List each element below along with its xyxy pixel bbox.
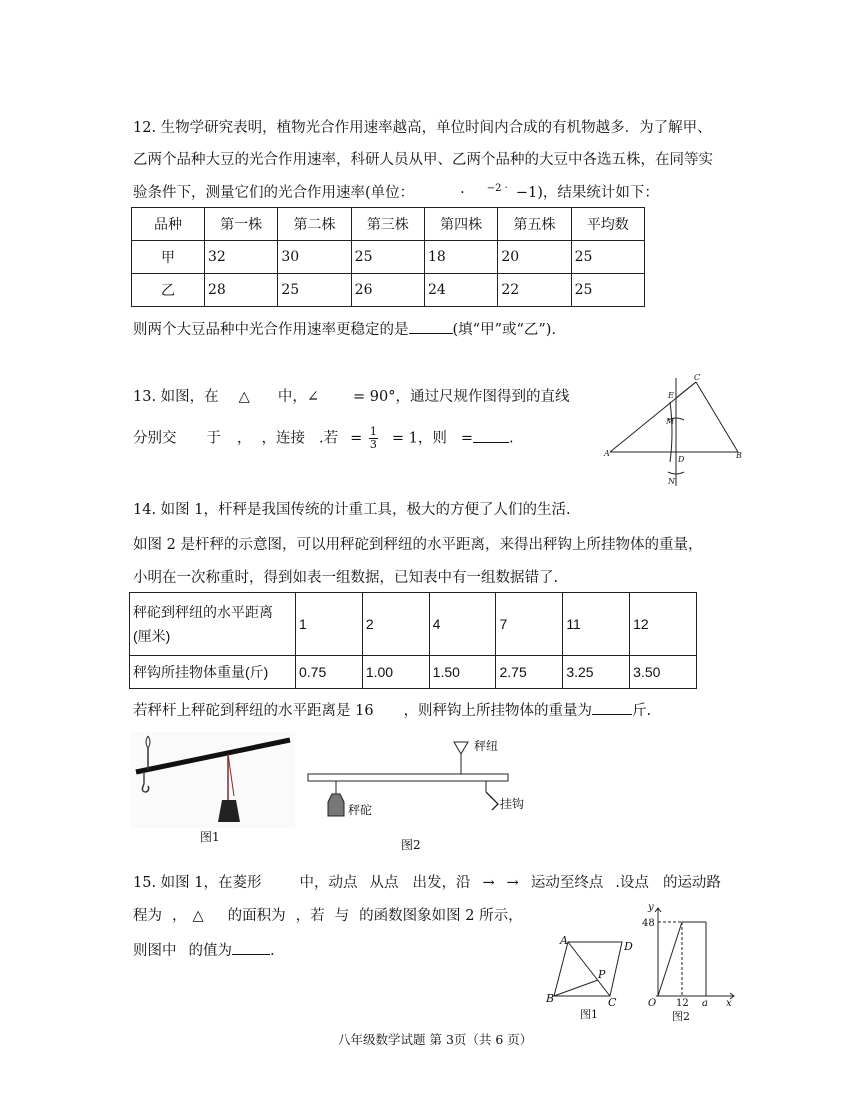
table-cell: 25 <box>278 274 351 307</box>
q15-text: . <box>270 943 275 959</box>
q12-unit-tail: −1)，结果统计如下： <box>515 185 659 201</box>
q15-line3 <box>133 939 275 960</box>
q12-table <box>131 207 645 307</box>
table-header-cell: 第三株 <box>351 208 424 241</box>
q14-text: 斤. <box>632 703 652 719</box>
q12-unit-exp1: −2 · <box>486 183 508 195</box>
q13-text: . <box>509 430 514 447</box>
triangle-symbol: △ <box>238 389 250 405</box>
q12-line3 <box>133 181 659 202</box>
table-header-cell: 品种 <box>132 208 205 241</box>
suspension-loop-icon <box>454 742 468 754</box>
q15-text: ， <box>172 908 187 924</box>
label-gou: 挂钩 <box>500 797 525 811</box>
label-e: E <box>668 391 674 400</box>
q14-fig1-caption: 图1 <box>200 830 220 844</box>
q14-fig2-schematic <box>302 738 542 822</box>
fig1-caption: 图1 <box>580 1008 598 1021</box>
table-cell: 22 <box>498 274 571 307</box>
table-cell: 25 <box>571 241 644 274</box>
table-cell: 乙 <box>132 274 205 307</box>
triangle-symbol: △ <box>192 908 204 924</box>
table-header-cell: 第五株 <box>498 208 571 241</box>
table-cell: 25 <box>571 274 644 307</box>
table-cell: 11 <box>563 593 630 656</box>
q15-text: 中，动点 <box>299 875 358 891</box>
table-cell: 1.00 <box>362 656 429 689</box>
q13-line2 <box>133 426 514 451</box>
table-cell: 1 <box>296 593 363 656</box>
table-row <box>130 593 697 656</box>
q15-text: 运动至终点 <box>530 875 604 891</box>
fraction-denominator: 3 <box>369 438 377 451</box>
table-row-label <box>130 593 296 656</box>
q14-line1: 14. 如图 1，杆秤是我国传统的计重工具，极大的方便了人们的生活. <box>133 502 571 518</box>
label-n: N <box>668 477 675 486</box>
table-cell: 甲 <box>132 241 205 274</box>
q13-answer-blank[interactable] <box>473 428 509 443</box>
segment-bp <box>554 980 598 996</box>
table-row <box>132 274 645 307</box>
label-m: M <box>666 417 675 426</box>
arrow: → <box>482 875 495 891</box>
q15-text: 的面积为 <box>227 908 286 924</box>
segment-ec <box>676 382 696 398</box>
q12-answer-hint: (填“甲”或“乙”)． <box>452 322 566 338</box>
q13-text: = 90°，通过尺规作图得到的直线 <box>352 389 570 405</box>
arrow: → <box>506 875 519 891</box>
q13-text: .若 <box>319 430 339 447</box>
q15-answer-blank[interactable] <box>232 940 270 955</box>
q13-text: ， <box>237 430 252 447</box>
label-b: B <box>546 992 555 1005</box>
q12-answer-text: 则两个大豆品种中光合作用速率更稳定的是 <box>133 322 409 338</box>
row-label-line: 秤砣到秤纽的水平距离 <box>133 604 273 620</box>
fig2-caption: 图2 <box>672 1010 690 1023</box>
q13-text: = <box>460 430 474 447</box>
table-cell: 2 <box>362 593 429 656</box>
label-a: A <box>604 449 610 458</box>
q13-text: 分别交 <box>133 430 177 447</box>
q15-fig2-graph <box>640 898 744 1026</box>
q13-text: 中，∠ <box>277 389 319 405</box>
table-cell: 12 <box>630 593 697 656</box>
table-cell: 2.75 <box>496 656 563 689</box>
label-a: A <box>560 934 568 947</box>
q13-text: 13. 如图，在 <box>133 389 219 405</box>
q13-text: 于 <box>206 430 221 447</box>
q15-text: 的值为 <box>188 943 232 959</box>
arc-mid <box>670 402 672 462</box>
label-c: C <box>694 373 701 382</box>
q15-text: 程为 <box>133 908 162 924</box>
q13-text: = <box>350 430 363 447</box>
table-header-cell: 第四株 <box>424 208 497 241</box>
q15-text: 的函数图象如图 2 所示， <box>359 908 523 924</box>
table-row <box>132 241 645 274</box>
q15-text: 与 <box>334 908 350 924</box>
table-cell: 24 <box>424 274 497 307</box>
page-footer: 八年级数学试题 第 3页（共 6 页） <box>338 1032 533 1047</box>
q13-fraction <box>369 426 378 451</box>
q15-text: 的运动路 <box>662 875 721 891</box>
q12-line2: 乙两个品种大豆的光合作用速率，科研人员从甲、乙两个品种的大豆中各选五株，在同等实 <box>133 152 713 168</box>
q15-line1 <box>133 871 721 892</box>
table-cell: 30 <box>278 241 351 274</box>
label-o: O <box>648 998 657 1009</box>
label-x: x <box>726 998 732 1009</box>
q15-text: 从点 <box>369 875 399 891</box>
table-cell: 25 <box>351 241 424 274</box>
counterweight-icon <box>328 794 344 816</box>
table-row <box>130 656 697 689</box>
rhombus-abcd <box>554 942 622 996</box>
q12-unit-dot: · <box>460 185 465 201</box>
table-cell: 18 <box>424 241 497 274</box>
label-b: B <box>736 451 742 460</box>
q15-text: ，若 <box>295 908 325 924</box>
fraction-numerator: 1 <box>369 425 377 438</box>
table-cell: 32 <box>205 241 278 274</box>
table-header-cell: 平均数 <box>571 208 644 241</box>
hook-icon <box>486 792 498 810</box>
label-12: 12 <box>676 998 689 1009</box>
q12-answer-line <box>133 318 566 339</box>
q14-fig2-caption: 图2 <box>401 838 421 852</box>
row-label-line: (厘米) <box>133 628 171 644</box>
table-row-label: 秤钩所挂物体重量(斤) <box>130 656 296 689</box>
table-cell: 3.50 <box>630 656 697 689</box>
table-cell: 7 <box>496 593 563 656</box>
label-d: D <box>624 940 633 953</box>
table-cell: 4 <box>429 593 496 656</box>
q15-text: 15. 如图 1，在菱形 <box>133 875 262 891</box>
q15-fig1-rhombus <box>540 930 640 1022</box>
q14-fig1-steelyard <box>130 732 295 828</box>
q15-text: .设点 <box>615 875 649 891</box>
q15-text: 出发，沿 <box>412 875 471 891</box>
label-d: D <box>678 455 685 464</box>
table-cell: 28 <box>205 274 278 307</box>
beam <box>308 774 508 781</box>
table-cell: 20 <box>498 241 571 274</box>
q14-text: 若秤杆上秤砣到秤纽的水平距离是 16 <box>133 703 374 719</box>
label-a: a <box>702 998 708 1009</box>
table-row <box>132 208 645 241</box>
table-cell: 3.25 <box>563 656 630 689</box>
label-c: C <box>608 996 617 1009</box>
q12-line1: 12. 生物学研究表明，植物光合作用速率越高，单位时间内合成的有机物越多．为了解甲、 <box>133 120 712 136</box>
q13-text: = 1，则 <box>391 430 447 447</box>
q14-line2: 如图 2 是杆秤的示意图，可以用秤砣到秤纽的水平距离，来得出秤钩上所挂物体的重量， <box>133 537 703 553</box>
q12-answer-blank[interactable] <box>409 319 453 334</box>
side-bc <box>696 382 738 452</box>
table-header-cell: 第一株 <box>205 208 278 241</box>
label-niu: 秤纽 <box>474 739 499 753</box>
table-header-cell: 第二株 <box>278 208 351 241</box>
table-cell: 26 <box>351 274 424 307</box>
q12-line3-text: 验条件下，测量它们的光合作用速率(单位： <box>133 185 415 201</box>
q15-line2 <box>133 904 523 925</box>
label-48: 48 <box>642 918 655 929</box>
q13-line1 <box>133 385 569 406</box>
label-p: P <box>598 968 606 981</box>
q15-text: 则图中 <box>133 943 177 959</box>
q14-question <box>133 699 651 720</box>
q14-answer-blank[interactable] <box>592 700 632 715</box>
q13-figure <box>600 372 750 490</box>
q14-table <box>129 592 697 689</box>
q14-text: ，则秤钩上所挂物体的重量为 <box>403 703 593 719</box>
label-y: y <box>648 902 654 913</box>
table-cell: 1.50 <box>429 656 496 689</box>
q14-line3: 小明在一次称重时，得到如表一组数据，已知表中有一组数据错了. <box>133 570 559 586</box>
table-cell: 0.75 <box>296 656 363 689</box>
label-tuo: 秤砣 <box>348 803 373 817</box>
q13-text: ，连接 <box>261 430 305 447</box>
